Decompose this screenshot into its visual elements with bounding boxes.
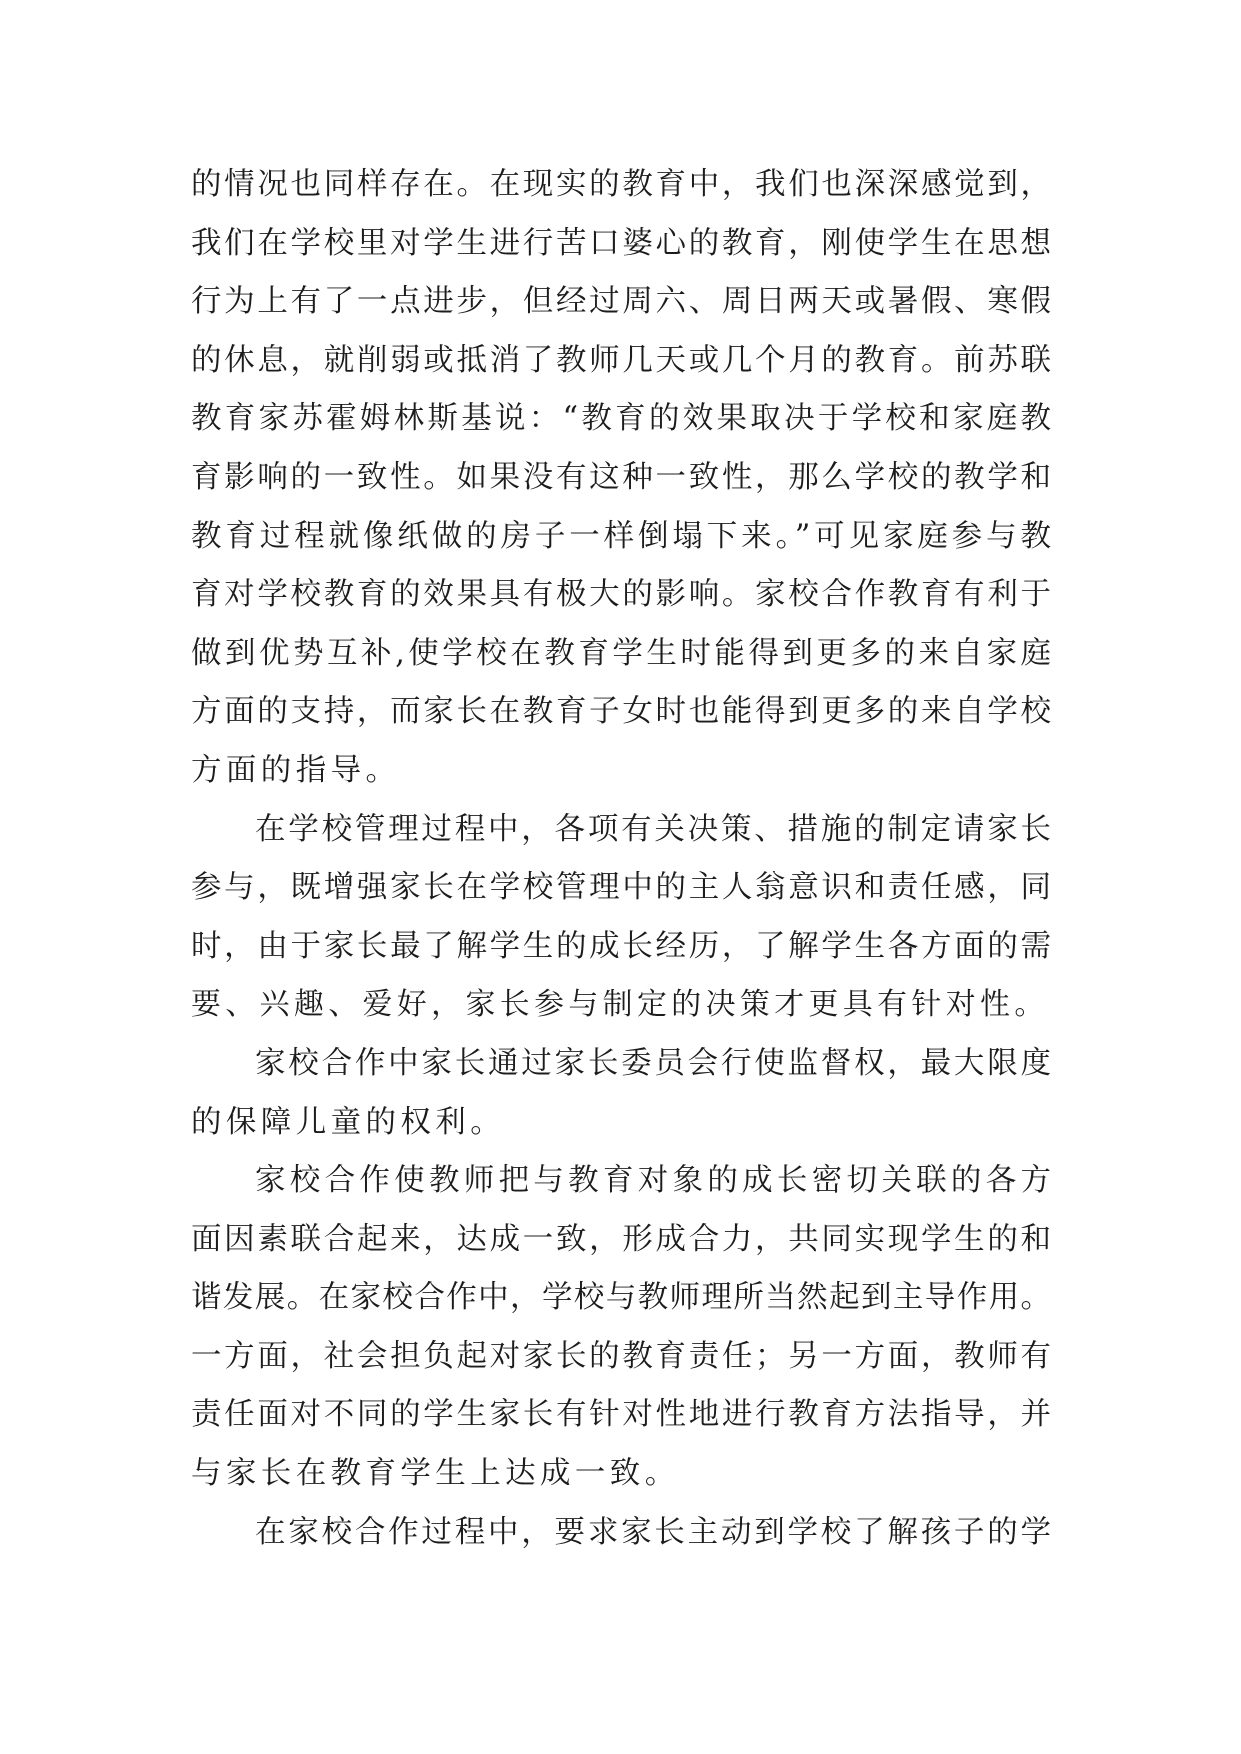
- text-line: 家校合作使教师把与教育对象的成长密切关联的各方: [255, 1163, 1051, 1199]
- text-line: 行为上有了一点进步，但经过周六、周日两天或暑假、寒假: [191, 284, 1051, 320]
- text-line: 一方面，社会担负起对家长的教育责任；另一方面，教师有: [191, 1338, 1051, 1374]
- text-line: 的休息，就削弱或抵消了教师几天或几个月的教育。前苏联: [191, 342, 1051, 378]
- text-line: 在家校合作过程中，要求家长主动到学校了解孩子的学: [255, 1514, 1051, 1550]
- text-line: 家校合作中家长通过家长委员会行使监督权，最大限度: [255, 1045, 1051, 1081]
- text-line: 的保障儿童的权利。: [191, 1104, 506, 1140]
- text-line: 时，由于家长最了解学生的成长经历，了解学生各方面的需: [191, 928, 1051, 964]
- text-line: 方面的支持，而家长在教育子女时也能得到更多的来自学校: [191, 694, 1051, 730]
- text-line: 面因素联合起来，达成一致，形成合力，共同实现学生的和: [191, 1221, 1051, 1257]
- text-line: 参与，既增强家长在学校管理中的主人翁意识和责任感，同: [191, 870, 1051, 906]
- document-body: [191, 156, 1051, 1562]
- text-line: 教育过程就像纸做的房子一样倒塌下来。”可见家庭参与教: [191, 518, 1051, 554]
- text-line: 方面的指导。: [191, 752, 401, 788]
- text-line: 谐发展。在家校合作中，学校与教师理所当然起到主导作用。: [191, 1280, 1051, 1316]
- text-line: 在学校管理过程中，各项有关决策、措施的制定请家长: [255, 811, 1051, 847]
- text-line: 与家长在教育学生上达成一致。: [191, 1456, 680, 1492]
- text-line: 我们在学校里对学生进行苦口婆心的教育，刚使学生在思想: [191, 225, 1051, 261]
- text-line: 育对学校教育的效果具有极大的影响。家校合作教育有利于: [191, 577, 1051, 613]
- text-line: 要、兴趣、爱好，家长参与制定的决策才更具有针对性。: [191, 987, 1049, 1023]
- text-line: 的情况也同样存在。在现实的教育中，我们也深深感觉到，: [191, 167, 1051, 202]
- text-line: 做到优势互补,使学校在教育学生时能得到更多的来自家庭: [191, 635, 1051, 671]
- text-line: 教育家苏霍姆林斯基说：“教育的效果取决于学校和家庭教: [191, 401, 1051, 437]
- text-line: 育影响的一致性。如果没有这种一致性，那么学校的教学和: [191, 459, 1051, 495]
- text-line: 责任面对不同的学生家长有针对性地进行教育方法指导，并: [191, 1397, 1051, 1433]
